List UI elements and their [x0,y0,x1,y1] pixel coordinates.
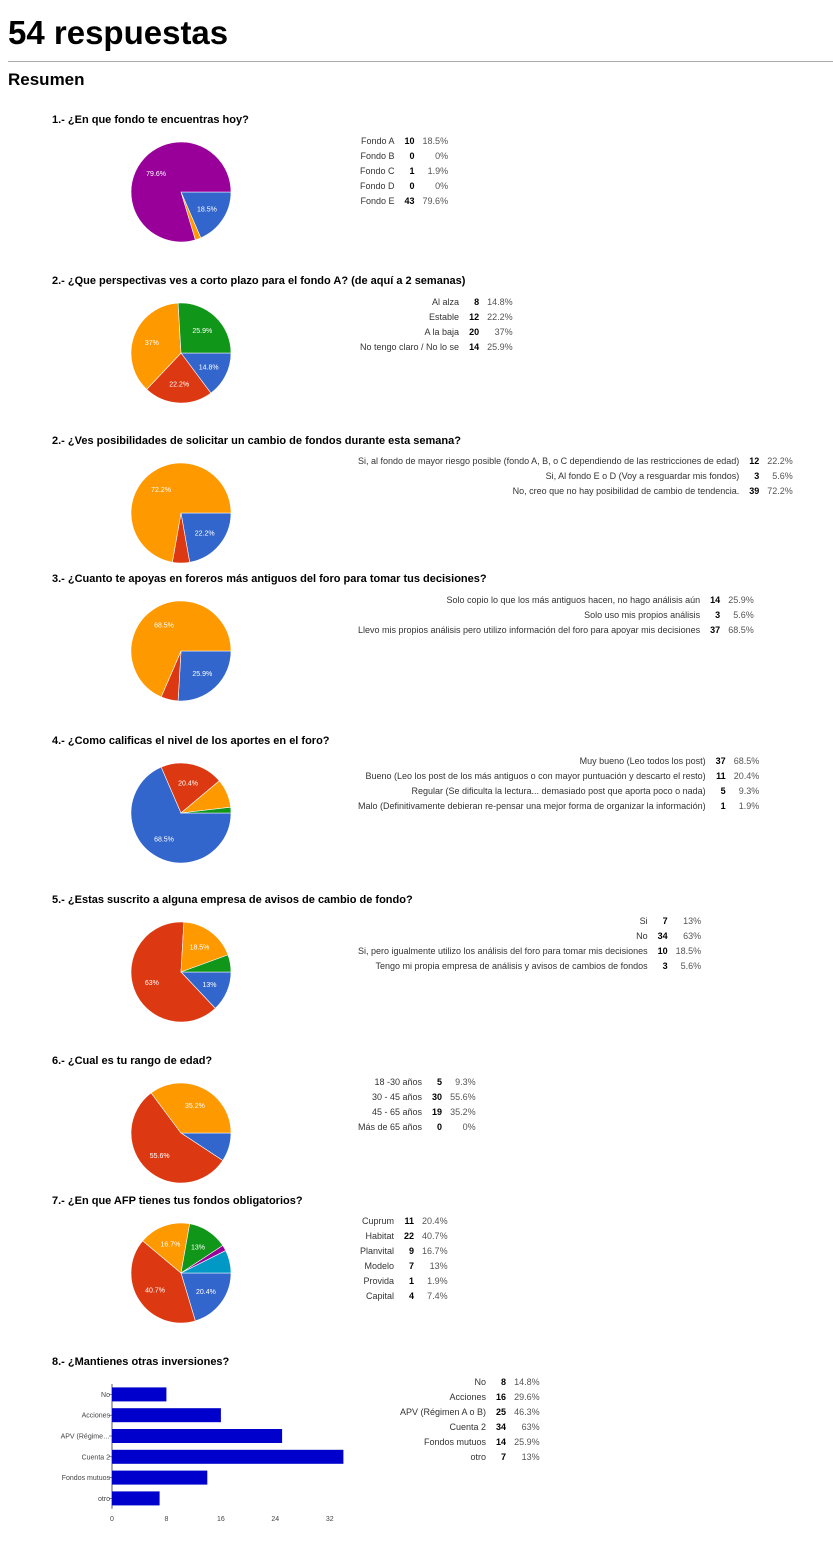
option-label: Planvital [360,1245,395,1256]
pie-slice-label: 22.2% [169,381,190,389]
pie-chart [125,1217,237,1329]
option-count: 3 [715,609,721,620]
option-label: otro [470,1451,487,1462]
option-count: 14 [496,1436,507,1447]
bar [112,1387,166,1401]
table-row [358,1119,476,1134]
option-percent: 0% [435,180,449,191]
option-label: Si, al fondo de mayor riesgo posible (fondo A, B, o C dependiendo de las restricciones de edad) [358,455,740,466]
table-row [358,943,701,958]
option-percent: 18.5% [422,135,449,146]
pie-slice-label: 18.5% [189,944,210,952]
option-percent: 68.5% [733,755,760,766]
option-percent: 72.2% [767,485,793,496]
option-label: Si, pero igualmente utilizo los análisis del foro para tomar mis decisiones [358,945,648,956]
pie-slice-label: 13% [190,1244,206,1252]
response-table [360,294,513,354]
pie-slice-label: 16.7% [160,1241,181,1249]
pie-slice-label: 37% [144,339,159,347]
table-row [358,783,759,798]
option-percent: 68.5% [728,624,754,635]
table-row [400,1434,540,1449]
option-count: 37 [715,755,726,766]
pie-chart [125,136,237,248]
option-label: Muy bueno (Leo todos los post) [579,755,706,766]
pie-slice-label: 22.2% [194,530,215,538]
option-percent: 14.8% [487,296,513,307]
option-label: Acciones [449,1391,487,1402]
option-percent: 63% [521,1421,540,1432]
pie-slice-label: 25.9% [192,671,213,678]
option-count: 12 [749,455,760,466]
option-count: 16 [496,1391,507,1402]
option-percent: 22.2% [767,455,793,466]
y-tick-label: No [101,1391,110,1399]
question-title: 7.- ¿En que AFP tienes tus fondos obligatorios? [52,1195,303,1207]
table-row [360,193,448,208]
table-row [360,294,513,309]
table-row [358,958,701,973]
option-count: 1 [720,800,726,811]
question-title: 2.- ¿Ves posibilidades de solicitar un cambio de fondos durante esta semana? [52,435,461,447]
table-row [360,1273,448,1288]
pie-chart [125,297,237,409]
option-label: Modelo [364,1260,395,1271]
option-percent: 46.3% [514,1406,540,1417]
option-count: 43 [404,195,415,206]
option-count: 7 [501,1451,507,1462]
option-count: 1 [409,1275,415,1286]
table-row [400,1404,540,1419]
pie-chart [125,595,237,707]
pie-slice-label: 55.6% [149,1153,170,1160]
option-label: No tengo claro / No lo se [360,341,460,352]
option-percent: 5.6% [733,609,754,620]
pie-slice-label: 20.4% [195,1289,216,1296]
table-row [360,309,513,324]
x-tick-label: 32 [325,1515,334,1523]
option-label: Provida [363,1275,395,1286]
option-label: 30 - 45 años [372,1091,423,1102]
option-label: 45 - 65 años [372,1106,423,1117]
option-label: Tengo mi propia empresa de análisis y avisos de cambios de fondos [375,960,648,971]
y-tick-label: Fondos mutuos [61,1475,110,1483]
table-row [360,339,513,354]
option-count: 3 [754,470,760,481]
table-row [358,607,754,622]
option-percent: 35.2% [450,1106,476,1117]
table-row [358,468,793,483]
question-title: 5.- ¿Estas suscrito a alguna empresa de avisos de cambio de fondo? [52,894,413,906]
table-row [358,483,793,498]
option-label: Fondos mutuos [424,1436,487,1447]
pie-slice-label: 63% [144,980,159,988]
option-percent: 0% [462,1121,476,1132]
option-percent: 1.9% [427,165,449,176]
option-count: 3 [662,960,668,971]
option-label: Fondo E [360,195,395,206]
option-label: Al alza [432,296,460,307]
pie-chart [125,1077,237,1189]
option-percent: 25.9% [514,1436,540,1447]
option-count: 10 [404,135,415,146]
question-title: 2.- ¿Que perspectivas ves a corto plazo para el fondo A? (de aquí a 2 semanas) [52,275,466,287]
option-label: Fondo B [360,150,395,161]
pie-chart [125,457,237,569]
bar-chart [20,1376,360,1541]
response-table [358,1074,476,1134]
question-title: 6.- ¿Cual es tu rango de edad? [52,1055,213,1067]
table-row [400,1449,540,1464]
table-row [400,1389,540,1404]
table-row [360,133,448,148]
option-count: 34 [657,930,668,941]
option-count: 0 [437,1121,443,1132]
option-percent: 25.9% [487,341,513,352]
option-count: 25 [496,1406,507,1417]
y-tick-label: otro [97,1495,110,1503]
option-label: Cuenta 2 [449,1421,487,1432]
option-count: 30 [432,1091,443,1102]
option-count: 19 [432,1106,443,1117]
option-label: Habitat [365,1230,395,1241]
pie-chart [125,757,237,869]
table-row [360,324,513,339]
option-percent: 13% [683,915,702,926]
option-percent: 5.6% [772,470,793,481]
table-row [358,928,701,943]
option-label: Si, Al fondo E o D (Voy a resguardar mis fondos) [545,470,740,481]
table-row [358,453,793,468]
response-table [360,1213,448,1303]
response-table [358,592,754,637]
option-label: APV (Régimen A o B) [400,1406,487,1417]
y-tick-label: APV (Régime… [60,1433,110,1441]
table-row [400,1374,540,1389]
question-title: 1.- ¿En que fondo te encuentras hoy? [52,114,249,126]
option-label: Llevo mis propios análisis pero utilizo información del foro para apoyar mis decisiones [358,624,701,635]
option-count: 8 [474,296,480,307]
pie-slice-label: 35.2% [184,1102,205,1110]
option-percent: 63% [683,930,702,941]
option-count: 11 [716,770,726,781]
table-row [358,1089,476,1104]
option-percent: 13% [429,1260,448,1271]
option-percent: 40.7% [422,1230,448,1241]
option-label: Solo uso mis propios análisis [584,609,701,620]
option-label: Estable [429,311,460,322]
pie-slice-label: 20.4% [178,780,199,788]
option-count: 20 [469,326,480,337]
option-label: Capital [366,1290,395,1301]
response-table [358,913,701,973]
option-percent: 0% [435,150,449,161]
option-percent: 20.4% [422,1215,448,1226]
page-title: 54 respuestas [8,14,229,51]
table-row [360,1258,448,1273]
option-count: 0 [409,150,415,161]
option-percent: 25.9% [728,594,754,605]
option-count: 34 [496,1421,507,1432]
pie-slice-label: 25.9% [192,328,213,335]
table-row [360,1228,448,1243]
option-percent: 7.4% [427,1290,448,1301]
option-label: Cuprum [362,1215,395,1226]
table-row [358,1104,476,1119]
option-label: Si [639,915,648,926]
option-label: Malo (Definitivamente debieran re-pensar una mejor forma de organizar la información) [358,800,706,811]
option-label: No, creo que no hay posibilidad de cambio de tendencia. [512,485,740,496]
bar [112,1429,282,1443]
option-count: 0 [409,180,415,191]
option-count: 11 [404,1215,415,1226]
pie-slice-label: 68.5% [154,836,174,844]
option-percent: 20.4% [733,770,760,781]
bar [112,1471,207,1485]
table-row [358,1074,476,1089]
bar [112,1491,160,1505]
option-percent: 9.3% [738,785,760,796]
table-row [358,753,759,768]
option-count: 9 [409,1245,415,1256]
bar [112,1450,343,1464]
table-row [360,1213,448,1228]
table-row [360,148,448,163]
summary-heading: Resumen [8,70,85,89]
option-count: 4 [409,1290,415,1301]
option-count: 12 [469,311,480,322]
table-row [358,768,759,783]
table-row [360,1243,448,1258]
table-row [360,163,448,178]
option-label: No [474,1376,487,1387]
x-tick-label: 16 [217,1515,225,1523]
table-row [400,1419,540,1434]
x-tick-label: 24 [271,1515,280,1523]
option-percent: 18.5% [675,945,702,956]
response-table [358,453,793,498]
table-row [360,1288,448,1303]
table-row [358,798,759,813]
option-label: Regular (Se dificulta la lectura... demasiado post que aporta poco o nada) [411,785,706,796]
pie-slice-label: 68.5% [154,622,174,630]
title-divider [8,61,833,62]
y-tick-label: Acciones [81,1412,110,1420]
option-count: 10 [657,945,668,956]
option-count: 14 [469,341,480,352]
option-label: Más de 65 años [358,1121,423,1132]
y-tick-label: Cuenta 2 [81,1454,110,1462]
option-percent: 37% [494,326,513,337]
option-percent: 29.6% [514,1391,540,1402]
pie-slice-label: 79.6% [146,171,167,178]
pie-slice-label: 72.2% [151,486,172,494]
table-row [360,178,448,193]
x-tick-label: 0 [110,1515,114,1523]
option-count: 14 [710,594,721,605]
table-row [358,592,754,607]
table-row [358,622,754,637]
option-count: 7 [409,1260,415,1271]
response-table [400,1374,540,1464]
option-percent: 5.6% [680,960,702,971]
question-title: 3.- ¿Cuanto te apoyas en foreros más antiguos del foro para tomar tus decisiones? [52,573,487,585]
option-percent: 79.6% [422,195,449,206]
option-label: Solo copio lo que los más antiguos hacen, no hago análisis aún [446,594,701,605]
pie-slice-label: 18.5% [196,206,217,214]
option-label: Fondo A [361,135,395,146]
table-row [358,913,701,928]
option-percent: 1.9% [738,800,760,811]
option-percent: 13% [521,1451,540,1462]
option-count: 39 [749,485,760,496]
option-label: Fondo D [360,180,395,191]
option-label: No [636,930,648,941]
pie-slice-label: 40.7% [145,1287,166,1295]
x-tick-label: 8 [164,1515,169,1523]
pie-chart [125,916,237,1028]
option-label: Fondo C [360,165,395,176]
option-percent: 9.3% [455,1076,476,1087]
option-percent: 14.8% [514,1376,540,1387]
response-table [360,133,448,208]
option-percent: 1.9% [427,1275,448,1286]
option-percent: 16.7% [422,1245,448,1256]
option-label: Bueno (Leo los post de los más antiguos o con mayor puntuación y descarto el resto) [365,770,706,781]
pie-slice-label: 13% [202,981,217,989]
option-count: 1 [409,165,415,176]
option-label: A la baja [424,326,460,337]
option-label: 18 -30 años [374,1076,423,1087]
option-count: 37 [710,624,721,635]
option-count: 8 [501,1376,507,1387]
option-count: 5 [720,785,726,796]
option-percent: 55.6% [450,1091,476,1102]
question-title: 8.- ¿Mantienes otras inversiones? [52,1356,230,1368]
option-percent: 22.2% [487,311,513,322]
response-table [358,753,759,813]
bar [112,1408,221,1422]
option-count: 22 [404,1230,415,1241]
question-title: 4.- ¿Como calificas el nivel de los aportes en el foro? [52,735,330,747]
option-count: 7 [662,915,668,926]
option-count: 5 [437,1076,443,1087]
pie-slice-label: 14.8% [198,364,219,372]
